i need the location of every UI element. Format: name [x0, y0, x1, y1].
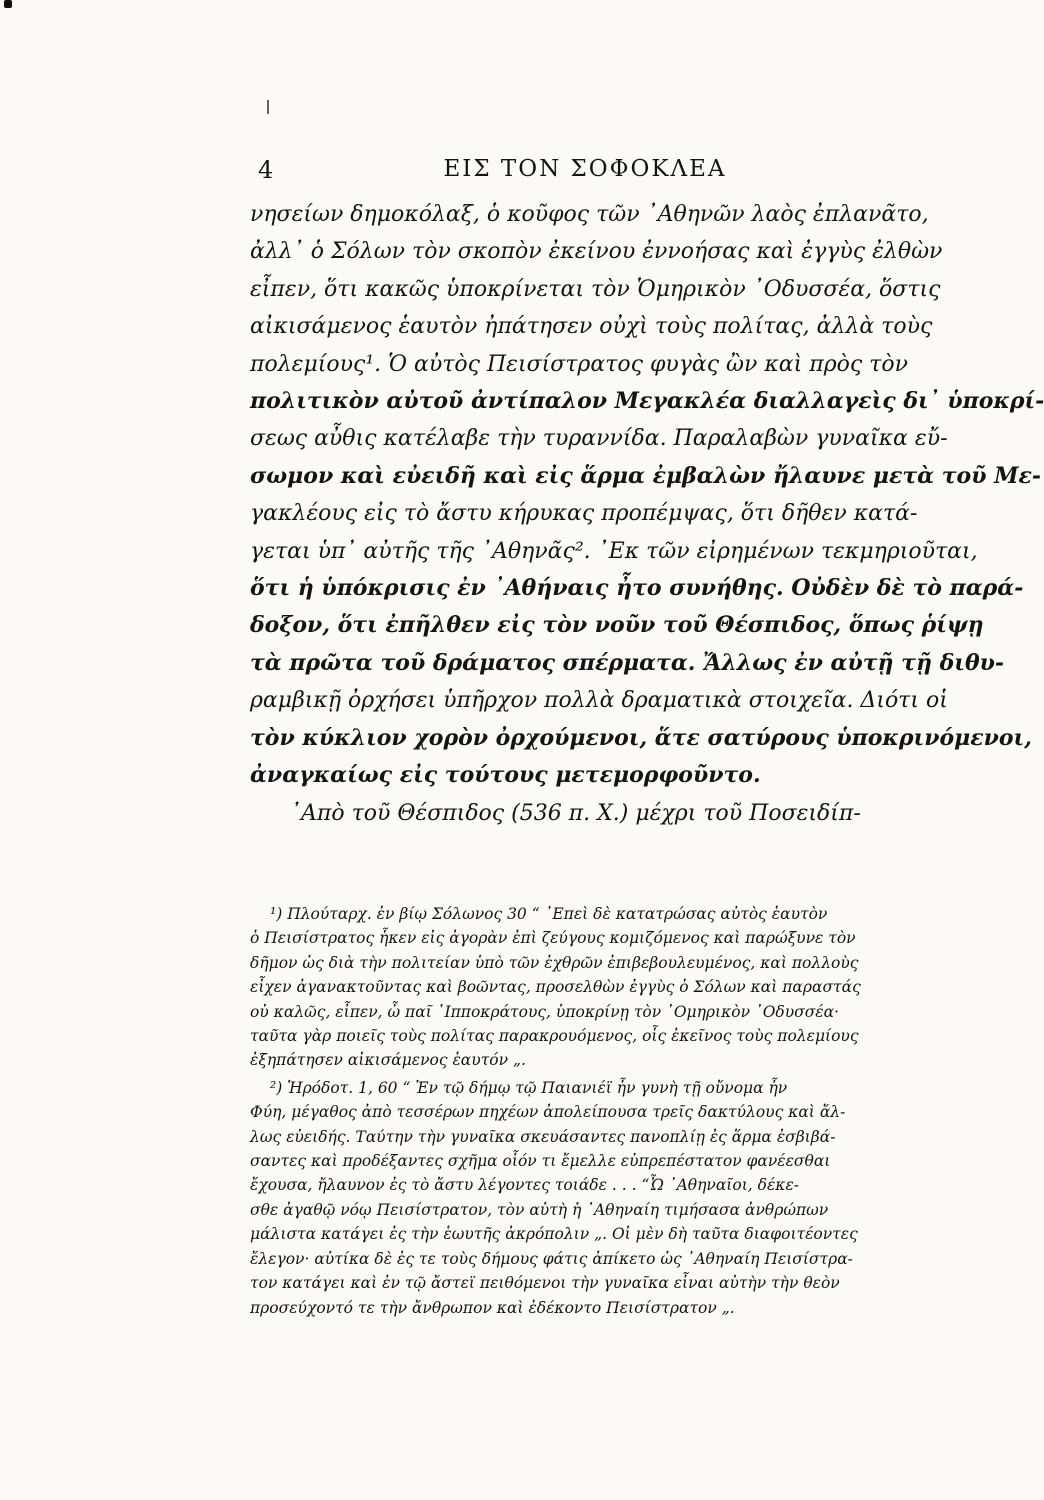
text-line: ἀλλ᾿ ὁ Σόλων τὸν σκοπὸν ἐκείνου ἐννοήσας καὶ ἐγγὺς ἐλθὼν: [250, 239, 943, 265]
footnote-line: ἐξηπάτησεν αἰκισάμενος ἑαυτόν „.: [250, 1051, 526, 1070]
footnote-line: σαντες καὶ προδέξαντες σχῆμα οἷόν τι ἔμελλε εὐπρεπέστατον φανέεσθαι: [250, 1152, 831, 1171]
footnote-line: ταῦτα γὰρ ποιεῖς τοὺς πολίτας παρακρουόμενος, οἷς ἐκεῖνος τοὺς πολεμίους: [250, 1027, 859, 1046]
footnote-1: [250, 902, 930, 1073]
footnote-line: ¹) Πλούταρχ. ἐν βίῳ Σόλωνος 30 “ ᾿Επεὶ δὲ κατατρώσας αὐτὸς ἑαυτὸν: [270, 905, 828, 923]
main-text: [250, 196, 1044, 832]
footnote-line: σθε ἀγαθῷ νόῳ Πεισίστρατον, τὸν αὐτὴ ἡ ᾿Αθηναίη τιμήσασα ἀνθρώπων: [250, 1200, 829, 1219]
footnote-line: ἔχουσα, ἤλαυνον ἐς τὸ ἄστυ λέγοντες τοιάδε . . . “Ὦ ᾿Αθηναῖοι, δέκε-: [250, 1176, 799, 1195]
footnote-line: τον κατάγει καὶ ἐν τῷ ἄστεϊ πειθόμενοι τὴν γυναῖκα εἶναι αὐτὴν τὴν θεὸν: [250, 1274, 840, 1293]
footnote-line: Φύη, μέγαθος ἀπὸ τεσσέρων πηχέων ἀπολείπουσα τρεῖς δακτύλους καὶ ἄλ-: [250, 1103, 846, 1122]
text-line: αἰκισάμενος ἑαυτὸν ἠπάτησεν οὐχὶ τοὺς πολίτας, ἀλλὰ τοὺς: [250, 314, 933, 340]
text-line: γεται ὑπ᾿ αὐτῆς τῆς ᾿Αθηνᾶς². ᾿Εκ τῶν εἰρημένων τεκμηριοῦται,: [250, 538, 978, 564]
footnotes: [250, 902, 930, 1320]
text-line: πολεμίους¹. Ὁ αὐτὸς Πεισίστρατος φυγὰς ὢν καὶ πρὸς τὸν: [250, 351, 909, 377]
text-line: νησείων δημοκόλαξ, ὁ κοῦφος τῶν ᾿Αθηνῶν λαὸς ἐπλανᾶτο,: [250, 202, 929, 227]
text-line: ἀναγκαίως εἰς τούτους μετεμορφοῦντο.: [250, 762, 761, 789]
scan-mark: [4, 0, 12, 8]
text-line: τὸν κύκλιον χορὸν ὀρχούμενοι, ἅτε σατύρους ὑποκρινόμενοι,: [250, 724, 1032, 751]
text-line: γακλέους εἰς τὸ ἄστυ κήρυκας προπέμψας, ὅτι δῆθεν κατά-: [250, 501, 918, 527]
text-line: ᾿Απὸ τοῦ Θέσπιδος (536 π. Χ.) μέχρι τοῦ Ποσειδίπ-: [290, 800, 861, 826]
text-line: δοξον, ὅτι ἐπῆλθεν εἰς τὸν νοῦν τοῦ Θέσπιδος, ὅπως ῥίψῃ: [250, 612, 984, 639]
footnote-line: ²) Ἡρόδοτ. 1, 60 “ Ἐν τῷ δήμῳ τῷ Παιανιέϊ ἦν γυνὴ τῇ οὔνομα ἦν: [270, 1078, 788, 1097]
text-line: πολιτικὸν αὐτοῦ ἀντίπαλον Μεγακλέα διαλλαγεὶς δι᾿ ὑποκρί-: [250, 388, 1044, 415]
footnote-line: προσεύχοντό τε τὴν ἄνθρωπον καὶ ἐδέκοντο Πεισίστρατον „.: [250, 1298, 735, 1317]
page-number: 4: [258, 156, 274, 184]
text-line: τὰ πρῶτα τοῦ δράματος σπέρματα. Ἄλλως ἐν αὐτῇ τῇ διθυ-: [250, 649, 1005, 676]
text-line: σεως αὖθις κατέλαβε τὴν τυραννίδα. Παραλαβὼν γυναῖκα εὔ-: [250, 426, 948, 452]
footnote-line: δῆμον ὡς διὰ τὴν πολιτείαν ὑπὸ τῶν ἐχθρῶν ἐπιβεβουλευμένος, καὶ πολλοὺς: [250, 953, 859, 972]
footnote-2: [250, 1076, 930, 1320]
footnote-line: ὁ Πεισίστρατος ἧκεν εἰς ἀγορὰν ἐπὶ ζεύγους κομιζόμενος καὶ παρώξυνε τὸν: [250, 929, 856, 948]
text-line: ραμβικῇ ὀρχήσει ὑπῆρχον πολλὰ δραματικὰ στοιχεῖα. Διότι οἱ: [250, 688, 948, 714]
footnote-line: μάλιστα κατάγει ἐς τὴν ἑωυτῆς ἀκρόπολιν „. Οἱ μὲν δὴ ταῦτα διαφοιτέοντες: [250, 1225, 858, 1244]
footnote-line: εἶχεν ἀγανακτοῦντας καὶ βοῶντας, προσελθὼν ἐγγὺς ὁ Σόλων καὶ παραστάς: [250, 978, 861, 997]
running-head: ΕΙΣ ΤΟΝ ΣΟΦΟΚΛΕΑ: [443, 156, 727, 182]
text-line: σωμον καὶ εὐειδῆ καὶ εἰς ἅρμα ἐμβαλὼν ἤλαυνε μετὰ τοῦ Με-: [250, 462, 1041, 489]
text-line: ὅτι ἡ ὑπόκρισις ἐν ᾿Αθήναις ἦτο συνήθης. Οὐδὲν δὲ τὸ παρά-: [250, 575, 1024, 602]
footnote-line: λως εὐειδής. Ταύτην τὴν γυναῖκα σκευάσαντες πανοπλίῃ ἐς ἅρμα ἐσβιβά-: [250, 1127, 836, 1146]
footnote-line: ἔλεγον· αὐτίκα δὲ ἐς τε τοὺς δήμους φάτις ἀπίκετο ὡς ᾿Αθηναίη Πεισίστρα-: [250, 1249, 853, 1268]
scan-mark-tick: [267, 100, 269, 114]
page-header: [250, 152, 920, 192]
footnote-line: οὐ καλῶς, εἶπεν, ὦ παῖ ῾Ιπποκράτους, ὑποκρίνῃ τὸν ῾Ομηρικὸν ᾿Οδυσσέα·: [250, 1002, 840, 1021]
text-line: εἶπεν, ὅτι κακῶς ὑποκρίνεται τὸν Ὁμηρικὸν ᾿Οδυσσέα, ὅστις: [250, 276, 941, 302]
